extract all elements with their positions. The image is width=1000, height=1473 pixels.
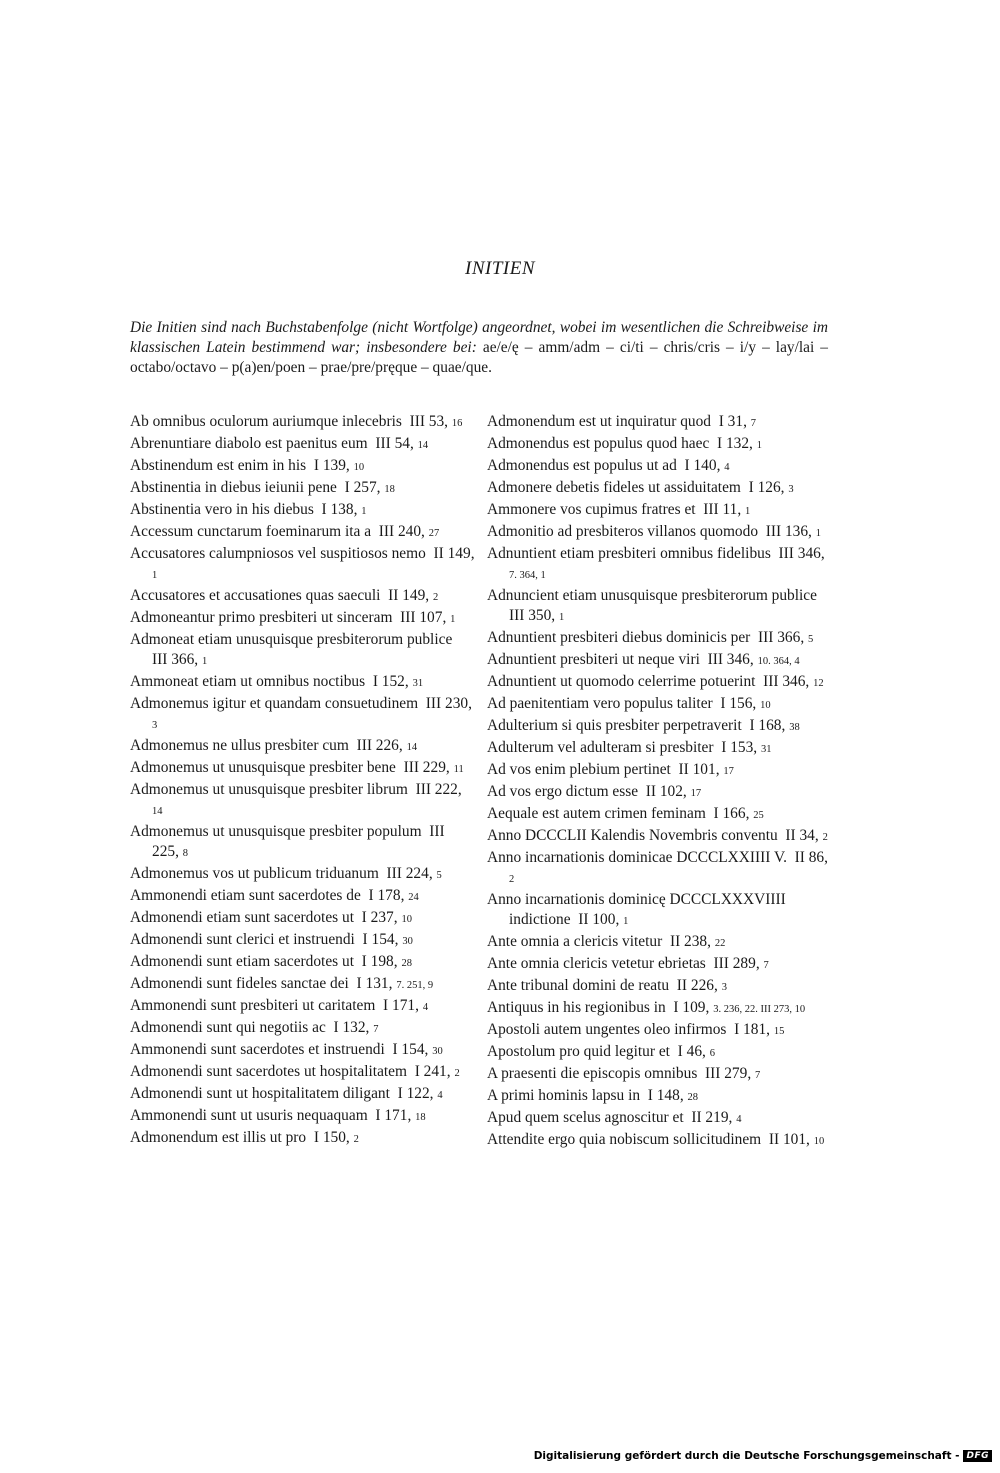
incipit-text: Apostoli autem ungentes oleo infirmos (487, 1021, 727, 1038)
line-number: 11 (453, 764, 464, 775)
volume-page-ref: I 148, (647, 1087, 684, 1104)
incipit-text: Admonemus ut unusquisque presbiter bene (130, 759, 396, 776)
line-number: 10. 364, 4 (757, 656, 800, 667)
volume-page-ref: III 346, (778, 545, 825, 562)
line-number: 28 (687, 1092, 699, 1103)
incipit-text: Admonemus ne ullus presbiter cum (130, 737, 349, 754)
volume-page-ref: I 46, (677, 1043, 706, 1060)
index-entry (130, 908, 475, 930)
volume-page-ref: III 346, (707, 651, 754, 668)
volume-page-ref: I 156, (720, 695, 757, 712)
incipit-text: Adnuntient presbiteri diebus dominicis per (487, 629, 751, 646)
incipit-text: Ammonendi sunt ut usuris nequaquam (130, 1107, 368, 1124)
volume-page-ref: II 34, (785, 827, 819, 844)
incipit-text: Adulterium si quis presbiter perpetraverit (487, 717, 742, 734)
index-entry (487, 1086, 832, 1108)
index-entry (487, 890, 832, 932)
index-entry (130, 822, 475, 864)
volume-page-ref: III 230, (425, 695, 472, 712)
volume-page-ref: I 122, (397, 1085, 434, 1102)
volume-page-ref: III 289, (713, 955, 760, 972)
incipit-text: Admonemus igitur et quandam consuetudinem (130, 695, 419, 712)
dfg-logo: DFG (963, 1450, 992, 1462)
incipit-text: Admonendi sunt clerici et instruendi (130, 931, 355, 948)
line-number: 38 (789, 722, 800, 733)
volume-page-ref: I 152, (372, 673, 409, 690)
incipit-text: Admonendus est populus ut ad (487, 457, 677, 474)
line-number: 1 (152, 570, 158, 581)
index-entry (130, 608, 475, 630)
line-number: 17 (690, 788, 702, 799)
index-entry (130, 1106, 475, 1128)
incipit-text: Adnuntient etiam presbiteri omnibus fidelibus (487, 545, 771, 562)
volume-page-ref: III 240, (378, 523, 425, 540)
line-number: 1 (745, 506, 751, 517)
line-number: 5 (436, 870, 442, 881)
volume-page-ref: II 101, (678, 761, 720, 778)
line-number: 2 (353, 1134, 359, 1145)
volume-page-ref: I 139, (313, 457, 350, 474)
incipit-text: A praesenti die episcopis omnibus (487, 1065, 698, 1082)
index-entry (487, 976, 832, 998)
volume-page-ref: III 350, (509, 607, 556, 624)
index-entry (130, 434, 475, 456)
volume-page-ref: I 171, (383, 997, 419, 1014)
line-number: 4 (724, 462, 730, 473)
incipit-text: Abstinentia in diebus ieiunii pene (130, 479, 337, 496)
volume-page-ref: I 150, (313, 1129, 350, 1146)
line-number: 14 (417, 440, 429, 451)
volume-page-ref: III 136, (765, 523, 812, 540)
incipit-text: Adnuntient presbiteri ut neque viri (487, 651, 700, 668)
volume-page-ref: III 11, (703, 501, 742, 518)
line-number: 7 (763, 960, 769, 971)
index-entry (487, 628, 832, 650)
line-number: 1 (202, 656, 208, 667)
volume-page-ref: I 257, (344, 479, 381, 496)
volume-page-ref: I 154, (362, 931, 399, 948)
index-entry (487, 522, 832, 544)
line-number: 16 (451, 418, 463, 429)
index-entry (487, 694, 832, 716)
index-entry (487, 826, 832, 848)
line-number: 5 (808, 634, 814, 645)
volume-page-ref: I 126, (748, 479, 785, 496)
index-entry (487, 804, 832, 826)
incipit-text: Accusatores calumpniosos vel suspitiosos nemo (130, 545, 426, 562)
line-number: 3 (152, 720, 158, 731)
volume-page-ref: III 224, (386, 865, 433, 882)
volume-page-ref: II 238, (669, 933, 711, 950)
volume-page-ref: II 226, (676, 977, 718, 994)
index-entry (487, 998, 832, 1020)
index-entry (130, 1018, 475, 1040)
line-number: 30 (402, 936, 413, 947)
line-number: 25 (753, 810, 764, 821)
incipit-text: Ante omnia a clericis vitetur (487, 933, 663, 950)
index-entry (130, 736, 475, 758)
index-entry (130, 1084, 475, 1106)
incipit-text: Admonemus vos ut publicum triduanum (130, 865, 379, 882)
incipit-text: Adulterum vel adulteram si presbiter (487, 739, 714, 756)
index-entry (130, 930, 475, 952)
volume-page-ref: III 107, (400, 609, 447, 626)
volume-page-ref: II 149, (433, 545, 475, 562)
index-column-right (487, 412, 832, 1152)
index-entry (130, 630, 475, 672)
intro-paragraph (130, 318, 828, 378)
index-entry (130, 500, 475, 522)
index-entry (130, 780, 475, 822)
incipit-text: A primi hominis lapsu in (487, 1087, 641, 1104)
index-entry (130, 758, 475, 780)
index-entry (487, 932, 832, 954)
line-number: 14 (152, 806, 163, 817)
volume-page-ref: I 237, (361, 909, 398, 926)
incipit-text: Ante tribunal domini de reatu (487, 977, 670, 994)
volume-page-ref: I 154, (392, 1041, 429, 1058)
volume-page-ref: III 222, (415, 781, 462, 798)
volume-page-ref: I 178, (368, 887, 405, 904)
line-number: 2 (822, 832, 828, 843)
line-number: 3 (721, 982, 727, 993)
index-entry (487, 544, 832, 586)
incipit-text: Ammoneat etiam ut omnibus noctibus (130, 673, 366, 690)
incipit-text: Apud quem scelus agnoscitur et (487, 1109, 684, 1126)
line-number: 17 (723, 766, 734, 777)
line-number: 22 (714, 938, 726, 949)
index-entry (487, 650, 832, 672)
index-entry (130, 544, 475, 586)
line-number: 7 (373, 1024, 379, 1035)
line-number: 28 (401, 958, 412, 969)
incipit-text: Attendite ergo quia nobiscum sollicitudinem (487, 1131, 762, 1148)
incipit-text: Admoneat etiam unusquisque presbiterorum publice (130, 631, 453, 648)
index-entry (130, 864, 475, 886)
index-entry (487, 586, 832, 628)
line-number: 31 (761, 744, 772, 755)
line-number: 2 (454, 1068, 460, 1079)
incipit-text: Admonendi etiam sunt sacerdotes ut (130, 909, 354, 926)
incipit-text: Ad vos ergo dictum esse (487, 783, 639, 800)
volume-page-ref: III 53, (409, 413, 449, 430)
index-entry (487, 456, 832, 478)
index-entry (130, 1040, 475, 1062)
line-number: 8 (182, 848, 189, 859)
incipit-text: Ab omnibus oculorum auriumque inlecebris (130, 413, 402, 430)
line-number: 18 (384, 484, 395, 495)
incipit-text: Admonendi sunt qui negotiis ac (130, 1019, 326, 1036)
line-number: 6 (709, 1048, 715, 1059)
line-number: 10 (353, 462, 365, 473)
line-number: 3 (788, 484, 794, 495)
index-column-left (130, 412, 475, 1150)
incipit-text: Accusatores et accusationes quas saeculi (130, 587, 381, 604)
index-entry (487, 1020, 832, 1042)
line-number: 2 (509, 874, 515, 885)
intro-italic: Die Initien sind nach Buchstabenfolge (nicht Wortfolge) angeordnet, wobei im wesentlichen die Schreibweise im klassischen Latein bestimmend war; insbesondere bei: (130, 319, 828, 356)
incipit-text: Admoneantur primo presbiteri ut sinceram (130, 609, 393, 626)
index-entry (487, 760, 832, 782)
intro-orthography-list: ae/e/ę – amm/adm – ci/ti – chris/cris – i/y – lay/lai – octabo/octavo – p(a)en/poen – prae/pre/pręque – quae/que. (130, 339, 829, 376)
index-entry (130, 1128, 475, 1150)
incipit-text: Admonemus ut unusquisque presbiter populum (130, 823, 422, 840)
incipit-text: Anno incarnationis dominicę DCCCLXXXVIIII indictione (487, 891, 786, 928)
volume-page-ref: III 229, (403, 759, 450, 776)
incipit-text: Admonemus ut unusquisque presbiter librum (130, 781, 408, 798)
volume-page-ref: III 226, (356, 737, 403, 754)
index-entry (487, 500, 832, 522)
line-number: 15 (773, 1026, 785, 1037)
index-entry (130, 974, 475, 996)
incipit-text: Admonitio ad presbiteros villanos quomodo (487, 523, 759, 540)
index-entry (130, 996, 475, 1018)
volume-page-ref: I 31, (718, 413, 747, 430)
incipit-text: Aequale est autem crimen feminam (487, 805, 706, 822)
index-entry (130, 694, 475, 736)
volume-page-ref: II 149, (388, 587, 430, 604)
incipit-text: Admonendi sunt sacerdotes ut hospitalitatem (130, 1063, 407, 1080)
incipit-text: Ad vos enim plebium pertinet (487, 761, 671, 778)
volume-page-ref: II 86, (794, 849, 828, 866)
line-number: 3. 236, 22. III 273, 10 (713, 1004, 806, 1015)
volume-page-ref: I 140, (684, 457, 721, 474)
footer-credit (534, 1447, 992, 1465)
index-entry (487, 1108, 832, 1130)
volume-page-ref: III 346, (763, 673, 810, 690)
index-entry (487, 672, 832, 694)
incipit-text: Admonendum est illis ut pro (130, 1129, 307, 1146)
volume-page-ref: I 109, (673, 999, 710, 1016)
incipit-text: Admonendi sunt ut hospitalitatem diligant (130, 1085, 390, 1102)
incipit-text: Adnuncient etiam unusquisque presbiterorum publice (487, 587, 817, 604)
index-entry (130, 412, 475, 434)
line-number: 1 (559, 612, 565, 623)
incipit-text: Apostolum pro quid legitur et (487, 1043, 670, 1060)
volume-page-ref: III 366, (758, 629, 805, 646)
index-entry (487, 954, 832, 976)
line-number: 7 (750, 418, 757, 429)
volume-page-ref: I 131, (356, 975, 393, 992)
line-number: 1 (450, 614, 456, 625)
line-number: 24 (408, 892, 419, 903)
incipit-text: Ad paenitentiam vero populus taliter (487, 695, 713, 712)
volume-page-ref: III 279, (705, 1065, 752, 1082)
volume-page-ref: II 101, (768, 1131, 810, 1148)
index-entry (130, 672, 475, 694)
incipit-text: Ammonendi etiam sunt sacerdotes de (130, 887, 361, 904)
index-entry (130, 522, 475, 544)
volume-page-ref: II 100, (578, 911, 620, 928)
line-number: 1 (815, 528, 822, 539)
index-entry (487, 1042, 832, 1064)
index-entry (487, 478, 832, 500)
index-entry (487, 716, 832, 738)
volume-page-ref: III 366, (152, 651, 199, 668)
index-entry (487, 848, 832, 890)
footer-text: Digitalisierung gefördert durch die Deutsche Forschungsgemeinschaft - (533, 1450, 960, 1462)
incipit-text: Antiquus in his regionibus in (487, 999, 666, 1016)
line-number: 27 (428, 528, 440, 539)
line-number: 4 (736, 1114, 742, 1125)
incipit-text: Admonendi sunt fideles sanctae dei (130, 975, 349, 992)
index-entry (487, 434, 832, 456)
line-number: 7. 251, 9 (396, 980, 434, 991)
volume-page-ref: I 241, (414, 1063, 451, 1080)
incipit-text: Abstinendum est enim in his (130, 457, 307, 474)
incipit-text: Abstinentia vero in his diebus (130, 501, 314, 518)
line-number: 31 (412, 678, 424, 689)
index-entry (130, 952, 475, 974)
volume-page-ref: II 219, (691, 1109, 733, 1126)
line-number: 30 (432, 1046, 443, 1057)
index-entry (487, 782, 832, 804)
incipit-text: Anno incarnationis dominicae DCCCLXXIIII V. (487, 849, 787, 866)
volume-page-ref: I 198, (361, 953, 398, 970)
index-entry (130, 586, 475, 608)
volume-page-ref: I 153, (721, 739, 758, 756)
line-number: 4 (437, 1090, 443, 1101)
index-entry (130, 456, 475, 478)
line-number: 10 (813, 1136, 825, 1147)
index-entry (130, 478, 475, 500)
volume-page-ref: I 171, (375, 1107, 412, 1124)
volume-page-ref: I 166, (713, 805, 750, 822)
line-number: 7 (755, 1070, 761, 1081)
incipit-text: Admonendum est ut inquiratur quod (487, 413, 711, 430)
line-number: 12 (813, 678, 824, 689)
incipit-text: Ante omnia clericis vetetur ebrietas (487, 955, 706, 972)
index-entry (487, 412, 832, 434)
volume-page-ref: I 138, (321, 501, 358, 518)
index-entry (487, 738, 832, 760)
volume-page-ref: I 132, (333, 1019, 370, 1036)
volume-page-ref: II 102, (645, 783, 687, 800)
incipit-text: Adnuntient ut quomodo celerrime potuerint (487, 673, 756, 690)
incipit-text: Accessum cunctarum foeminarum ita a (130, 523, 372, 540)
line-number: 1 (623, 916, 629, 927)
incipit-text: Ammonere vos cupimus fratres et (487, 501, 696, 518)
index-entry (487, 1130, 832, 1152)
volume-page-ref: I 181, (734, 1021, 770, 1038)
line-number: 4 (422, 1002, 429, 1013)
line-number: 7. 364, 1 (509, 570, 546, 581)
line-number: 1 (756, 440, 763, 451)
line-number: 2 (433, 592, 439, 603)
line-number: 1 (361, 506, 367, 517)
page-title: INITIEN (465, 258, 535, 279)
incipit-text: Anno DCCCLII Kalendis Novembris conventu (487, 827, 778, 844)
line-number: 10 (401, 914, 412, 925)
volume-page-ref: III 225, (152, 823, 445, 860)
line-number: 18 (415, 1112, 426, 1123)
volume-page-ref: I 168, (749, 717, 786, 734)
incipit-text: Admonere debetis fideles ut assiduitatem (487, 479, 741, 496)
incipit-text: Abrenuntiare diabolo est paenitus eum (130, 435, 368, 452)
volume-page-ref: I 132, (716, 435, 753, 452)
incipit-text: Ammonendi sunt sacerdotes et instruendi (130, 1041, 385, 1058)
incipit-text: Ammonendi sunt presbiteri ut caritatem (130, 997, 376, 1014)
incipit-text: Admonendus est populus quod haec (487, 435, 710, 452)
volume-page-ref: III 54, (375, 435, 414, 452)
line-number: 14 (406, 742, 418, 753)
index-entry (487, 1064, 832, 1086)
index-entry (130, 1062, 475, 1084)
line-number: 10 (760, 700, 771, 711)
incipit-text: Admonendi sunt etiam sacerdotes ut (130, 953, 354, 970)
index-entry (130, 886, 475, 908)
